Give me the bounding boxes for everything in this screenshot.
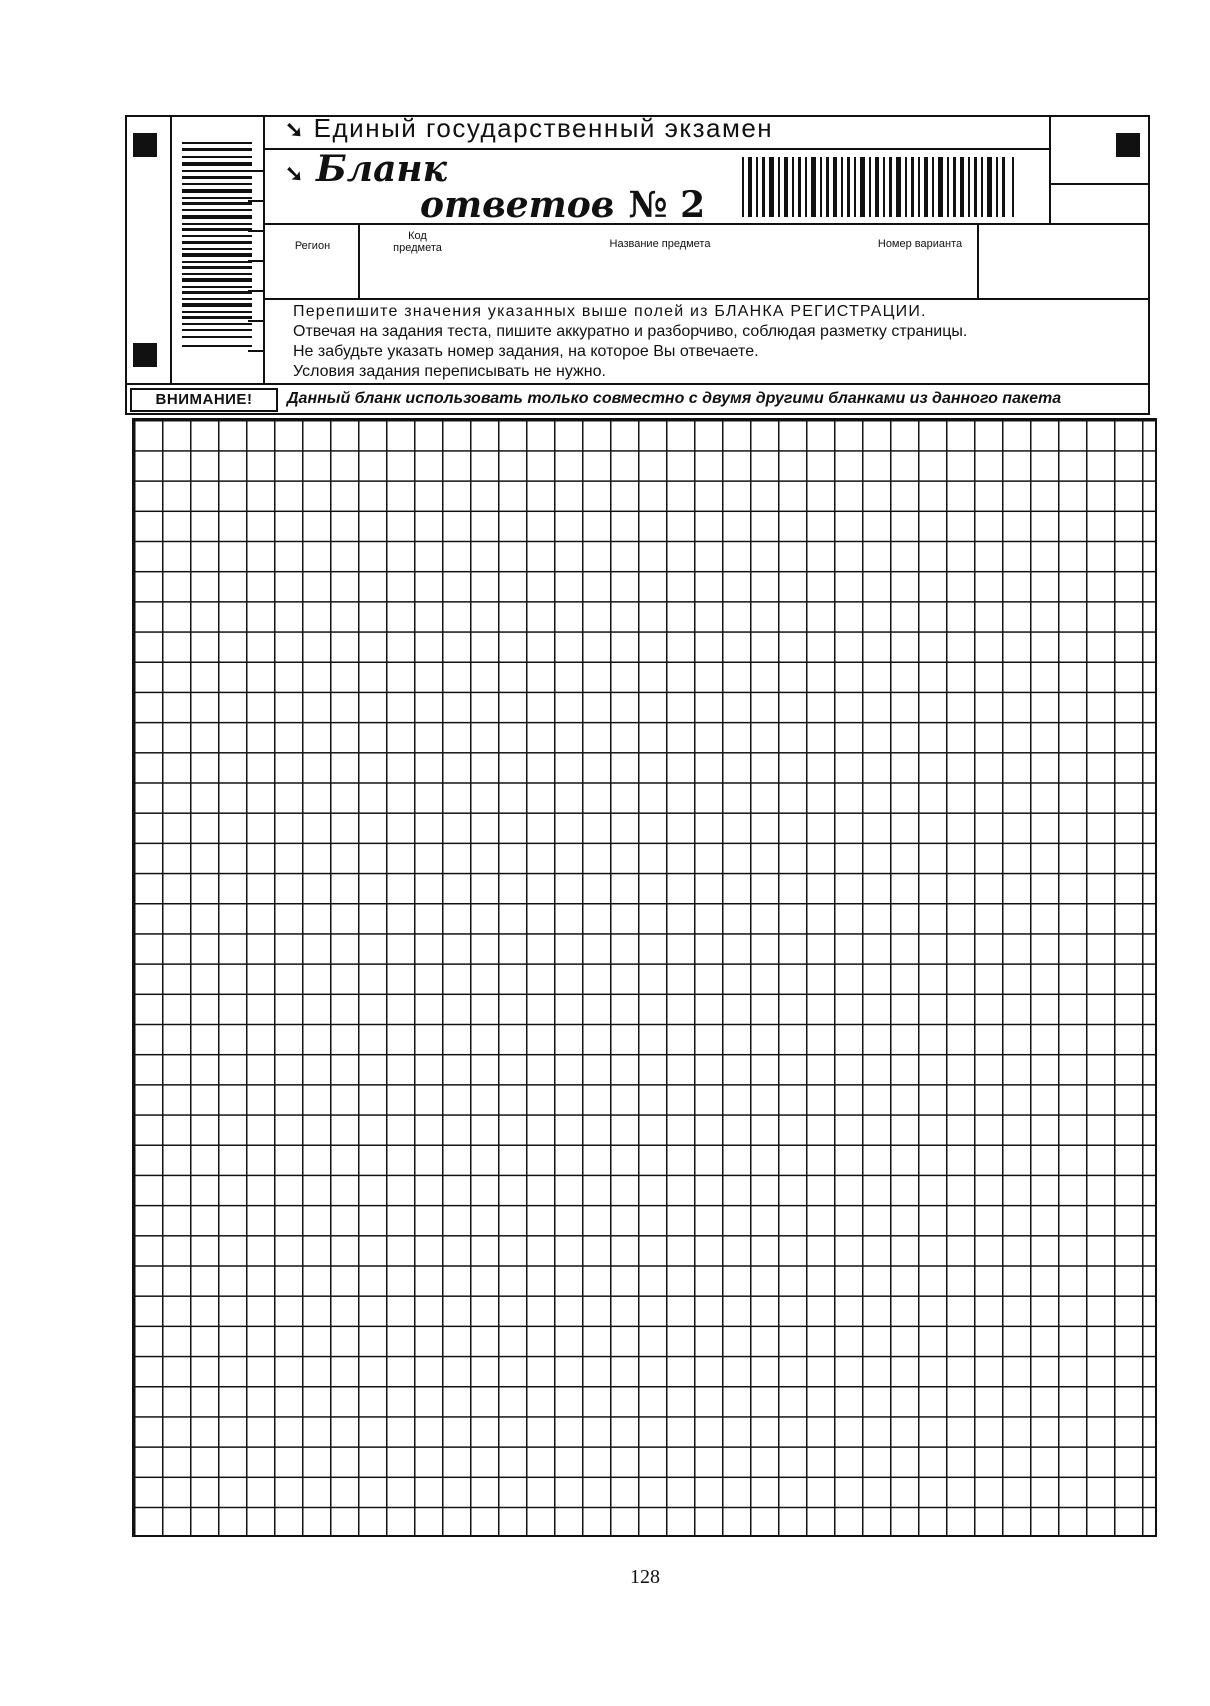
form-title-answers: ответов <box>420 184 615 226</box>
corner-marker-bottom-left <box>133 343 157 367</box>
side-barcode-icon <box>182 140 252 375</box>
header-barcode-icon <box>742 157 1022 217</box>
variant-number-field[interactable] <box>981 228 1146 294</box>
tick-mark <box>248 170 264 172</box>
instruction-line: Отвечая на задания теста, пишите аккуратно и разборчиво, соблюдая разметку страницы. <box>293 323 968 340</box>
exam-title <box>285 113 773 144</box>
answer-grid[interactable] <box>132 418 1157 1537</box>
header-bottom-divider <box>125 383 1150 385</box>
exam-title-text: Единый государственный экзамен <box>313 113 774 143</box>
page-number: 128 <box>630 1566 660 1588</box>
right-box-left-border <box>1049 115 1051 223</box>
form-title-blank: Бланк <box>315 148 448 190</box>
field-divider <box>358 223 360 298</box>
instruction-line: Условия задания переписывать не нужно. <box>293 363 606 380</box>
subject-code-label-line2: предмета <box>393 242 442 254</box>
arrow-icon: ➘ <box>285 161 304 187</box>
tick-mark <box>248 320 264 322</box>
instruction-line: Не забудьте указать номер задания, на которое Вы отвечаете. <box>293 343 759 360</box>
barcode-column-left-border <box>170 115 172 383</box>
arrow-icon: ➘ <box>285 117 305 142</box>
attention-badge: ВНИМАНИЕ! <box>130 388 278 412</box>
field-divider <box>977 223 979 298</box>
tick-mark <box>248 350 264 352</box>
tick-mark <box>248 200 264 202</box>
right-box-bottom-border <box>1049 183 1150 185</box>
barcode-column-right-border <box>263 115 265 383</box>
form-number: № 2 <box>628 184 706 226</box>
subject-code-label-line1: Код <box>408 230 427 242</box>
variant-number-label: Номер варианта <box>877 238 963 250</box>
attention-text: Данный бланк использовать только совместно с двумя другими бланками из данного пакета <box>287 390 1062 407</box>
tick-mark <box>248 260 264 262</box>
subject-code-field[interactable] <box>362 258 482 294</box>
fields-row-top <box>263 223 1150 225</box>
fields-row-bottom <box>263 298 1150 300</box>
tick-mark <box>248 230 264 232</box>
instruction-line: Перепишите значения указанных выше полей из БЛАНКА РЕГИСТРАЦИИ. <box>293 303 927 320</box>
region-field[interactable] <box>265 258 355 294</box>
corner-marker-top-right <box>1116 133 1140 157</box>
instructions <box>293 302 967 382</box>
form-title-line2 <box>420 184 705 226</box>
corner-marker-top-left <box>133 133 157 157</box>
subject-name-label: Название предмета <box>609 238 711 250</box>
subject-code-label <box>385 230 450 254</box>
region-label: Регион <box>294 240 331 252</box>
tick-mark <box>248 290 264 292</box>
